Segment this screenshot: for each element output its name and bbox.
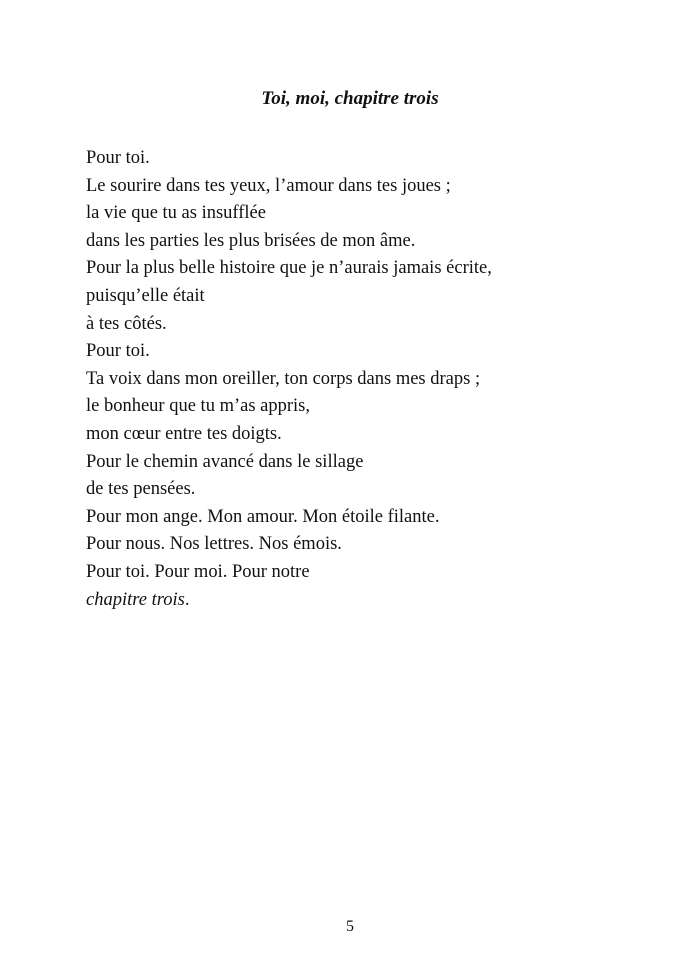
poem-line-text: Pour toi. Pour moi. Pour notre [86, 561, 310, 582]
poem-line-text: Ta voix dans mon oreiller, ton corps dans mes draps ; [86, 368, 481, 389]
poem-line-text: la vie que tu as insufflée [86, 203, 266, 224]
poem-line [86, 421, 666, 449]
poem-line [86, 476, 666, 504]
poem-line [86, 200, 666, 228]
poem-line-text: Pour la plus belle histoire que je n’aurais jamais écrite, [86, 258, 492, 279]
poem-line-text: Pour le chemin avancé dans le sillage [86, 451, 364, 472]
poem-line [86, 311, 666, 339]
poem-line [86, 145, 666, 173]
poem-line-text: Pour nous. Nos lettres. Nos émois. [86, 534, 342, 555]
poem-line [86, 173, 666, 201]
poem-line [86, 531, 666, 559]
poem-line-text: chapitre trois [86, 589, 185, 610]
poem-line [86, 283, 666, 311]
poem-line [86, 255, 666, 283]
poem-line [86, 228, 666, 256]
poem-line-text: puisqu’elle était [86, 285, 205, 306]
poem-line-text: Pour mon ange. Mon amour. Mon étoile filante. [86, 506, 440, 527]
poem-line [86, 449, 666, 477]
poem-line-text: Pour toi. [86, 341, 150, 362]
poem-line-text: de tes pensées. [86, 479, 196, 500]
poem-line-text: mon cœur entre tes doigts. [86, 423, 282, 444]
poem-title: Toi, moi, chapitre trois [261, 88, 439, 109]
poem-line [86, 587, 666, 615]
poem-line [86, 559, 666, 587]
poem-line-text: Le sourire dans tes yeux, l’amour dans tes joues ; [86, 175, 451, 196]
poem-line [86, 338, 666, 366]
poem-line [86, 393, 666, 421]
poem-line-text: à tes côtés. [86, 313, 167, 334]
page-number: 5 [346, 918, 354, 935]
poem-body [86, 145, 666, 614]
poem-line-text: dans les parties les plus brisées de mon âme. [86, 230, 416, 251]
poem-line [86, 504, 666, 532]
poem-line-text: le bonheur que tu m’as appris, [86, 396, 310, 417]
poem-line-suffix: . [184, 589, 190, 610]
poem-line [86, 366, 666, 394]
poem-line-text: Pour toi. [86, 148, 150, 168]
